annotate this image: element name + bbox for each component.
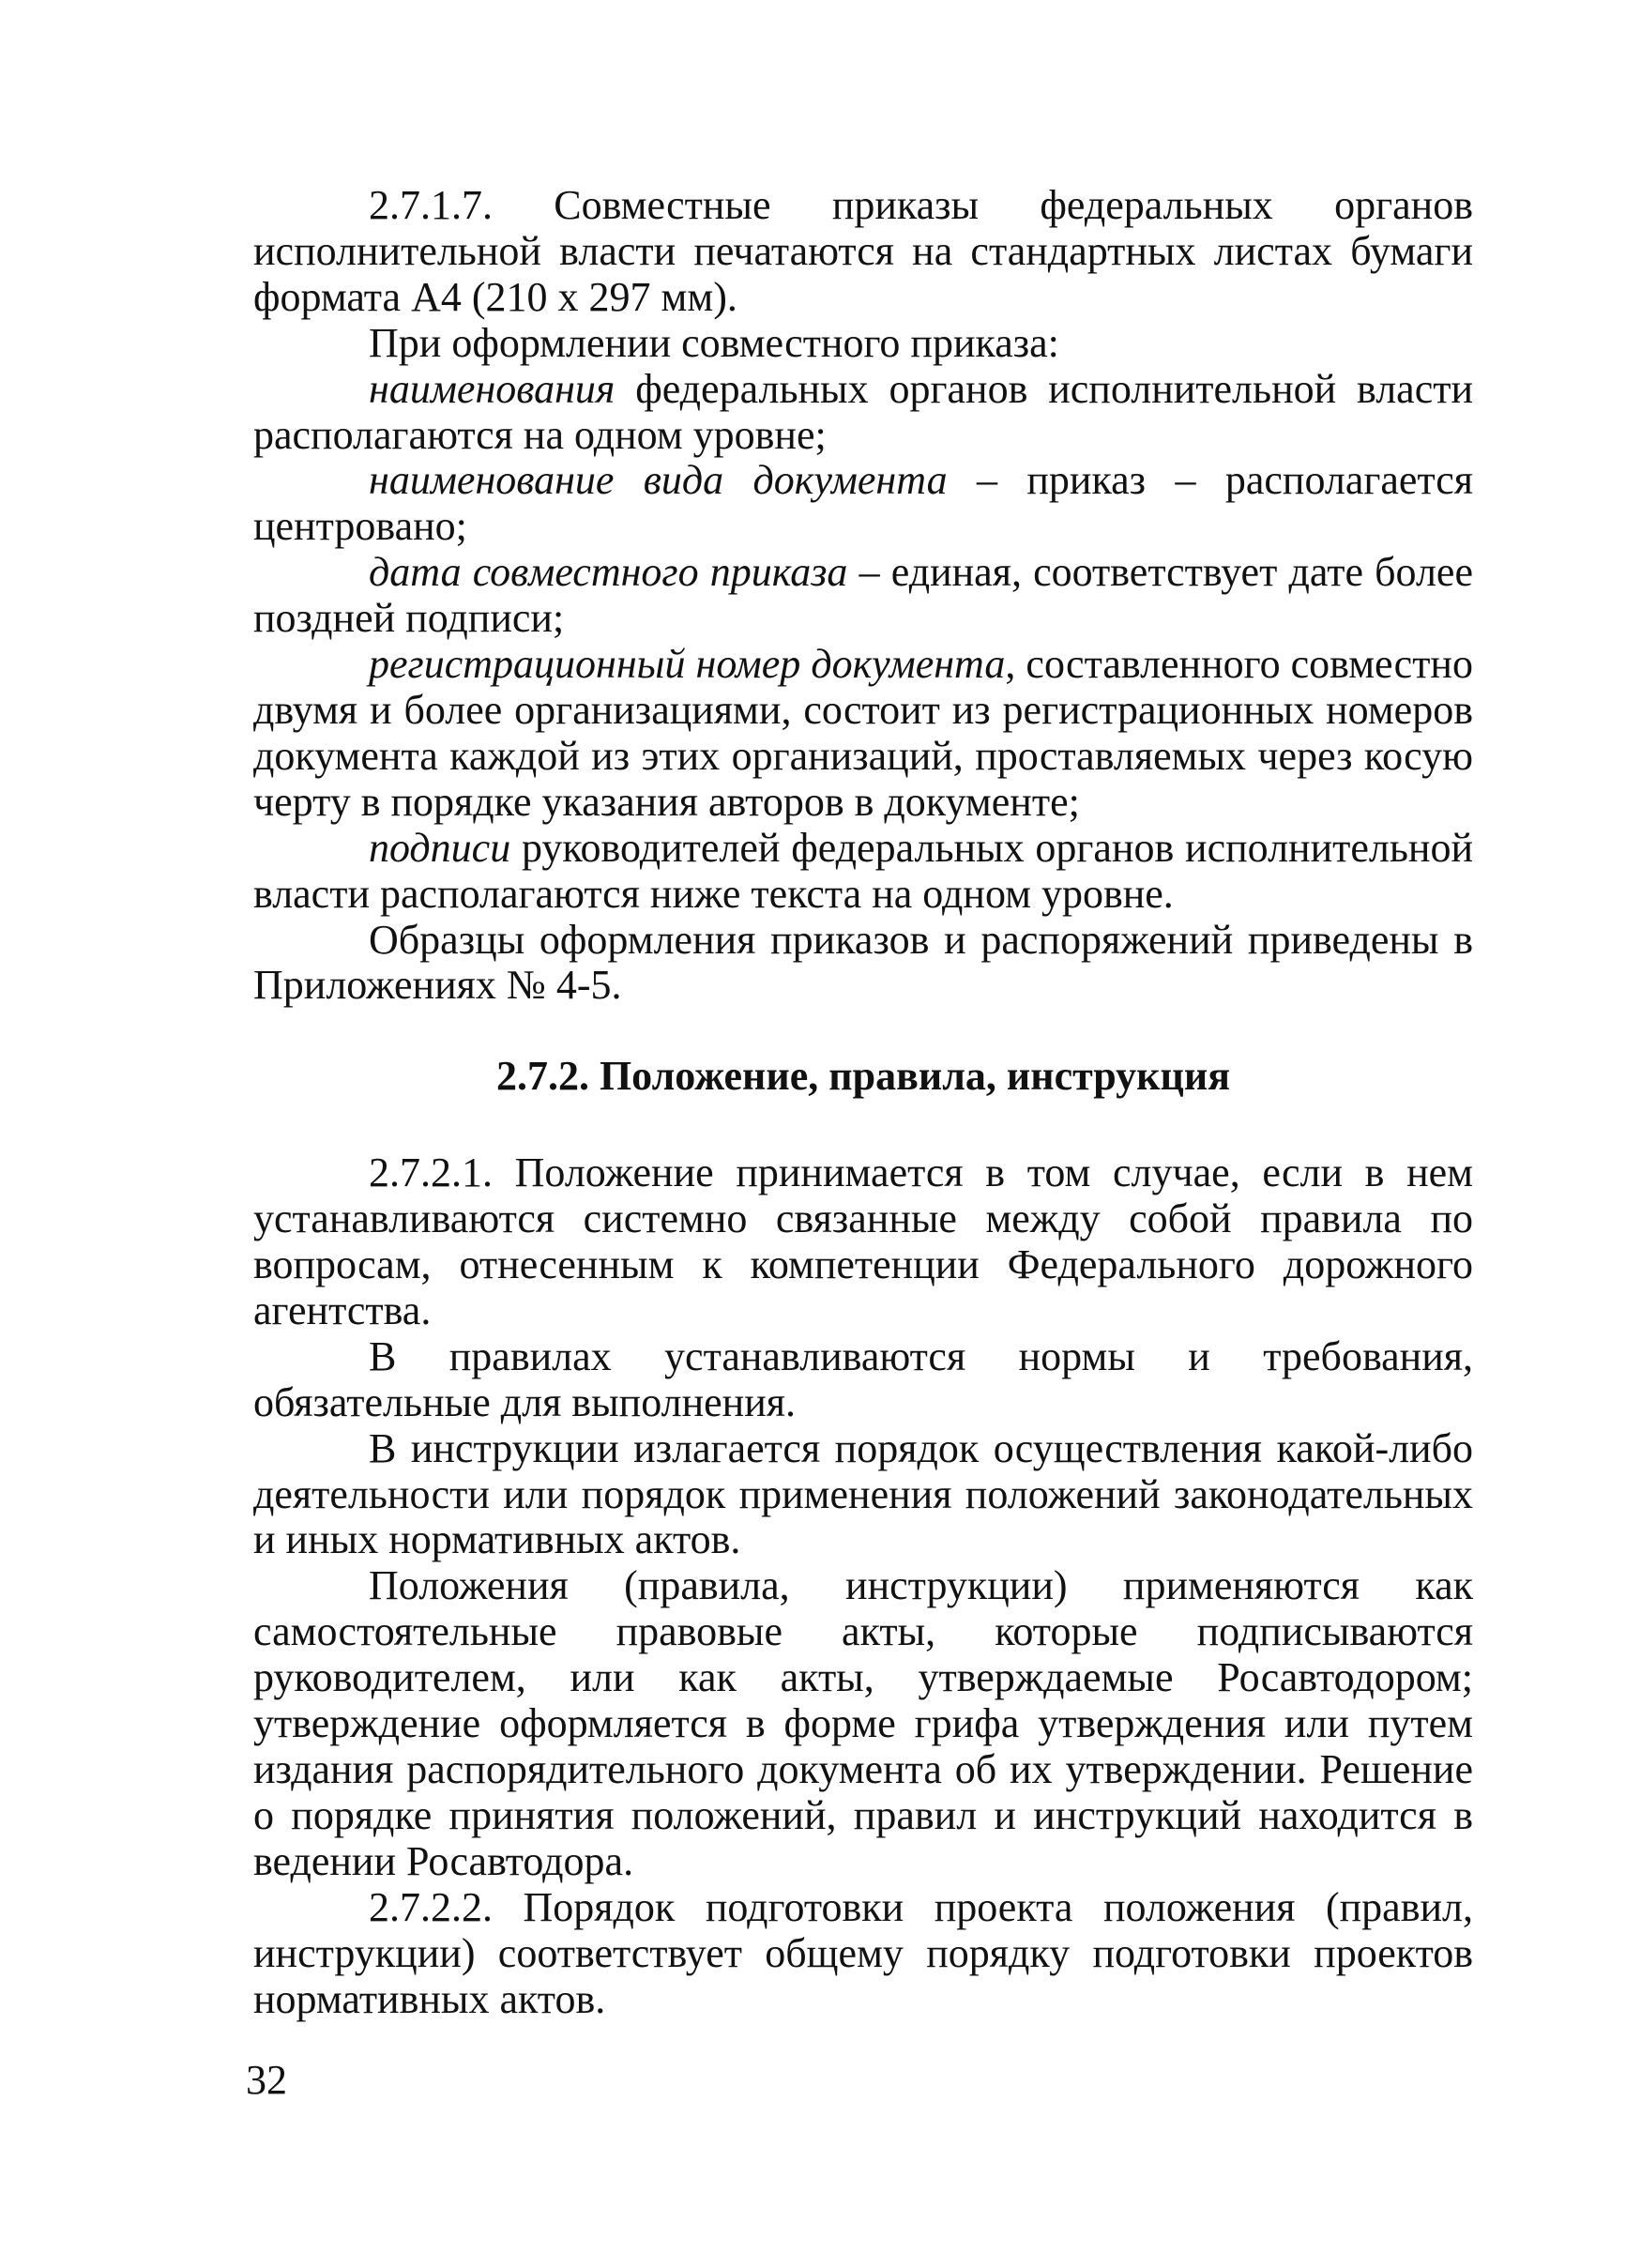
paragraph-regulation-definition: 2.7.2.1. Положение принимается в том случае, если в нем устанавливаются системно связанные между собой правила по вопросам, отнесенным к компетенции Федерального дорожного агентства. xyxy=(253,1149,1473,1333)
paragraph-text: – единая, соответствует дате более поздней подписи; xyxy=(253,549,1473,642)
emphasis-term: подписи xyxy=(369,824,511,871)
paragraph-joint-order-date xyxy=(253,550,1473,642)
emphasis-term: наименование вида документа xyxy=(369,457,948,504)
section-heading: 2.7.2. Положение, правила, инструкция xyxy=(495,1053,1231,1100)
paragraph-samples-reference: Образцы оформления приказов и распоряжений приведены в Приложениях № 4-5. xyxy=(253,916,1473,1009)
paragraph-joint-orders-format: 2.7.1.7. Совместные приказы федеральных органов исполнительной власти печатаются на стандартных листах бумаги формата А4 (210 х 297 мм). xyxy=(253,182,1473,320)
paragraph-text: , составленного совместно двумя и более организациями, состоит из регистрационных номеров документа каждой из этих организаций, проставляемых через косую черту в порядке указания авторов в документе; xyxy=(253,641,1473,825)
paragraph-instruction-definition: В инструкции излагается порядок осуществления какой-либо деятельности или порядок применения положений законодательных и иных нормативных актов. xyxy=(253,1424,1473,1563)
paragraph-text: федеральных органов исполнительной власти располагаются на одном уровне; xyxy=(253,365,1473,458)
paragraph-rules-definition: В правилах устанавливаются нормы и требования, обязательные для выполнения. xyxy=(253,1332,1473,1425)
document-body xyxy=(253,183,1473,2022)
paragraph-preparation-procedure: 2.7.2.2. Порядок подготовки проекта положения (правил, инструкции) соответствует общему порядку подготовки проектов нормативных актов. xyxy=(253,1883,1473,2022)
paragraph-names-placement xyxy=(253,367,1473,459)
paragraph-text: руководителей федеральных органов исполнительной власти располагаются ниже текста на одном уровне. xyxy=(253,824,1473,917)
emphasis-term: дата совместного приказа xyxy=(369,549,848,596)
paragraph-signatures xyxy=(253,826,1473,918)
emphasis-term: наименования xyxy=(369,365,615,412)
paragraph-text: – приказ – располагается центровано; xyxy=(253,457,1473,550)
emphasis-term: регистрационный номер документа xyxy=(369,641,1006,688)
paragraph-regulations-application: Положения (правила, инструкции) применяются как самостоятельные правовые акты, которые подписываются руководителем, или как акты, утверждаемые Росавтодором; утверждение оформляется в форме грифа утверждения или путем издания распорядительного документа об их утверждении. Решение о порядке принятия положений, правил и инструкций находится в ведении Росавтодора. xyxy=(253,1562,1473,1884)
paragraph-registration-number xyxy=(253,642,1473,826)
section-spacer xyxy=(253,1100,1473,1150)
section-spacer xyxy=(253,1009,1473,1054)
page-number: 32 xyxy=(246,2057,287,2103)
paragraph-document-type-placement xyxy=(253,458,1473,550)
paragraph-joint-order-intro: При оформлении совместного приказа: xyxy=(369,319,1059,366)
